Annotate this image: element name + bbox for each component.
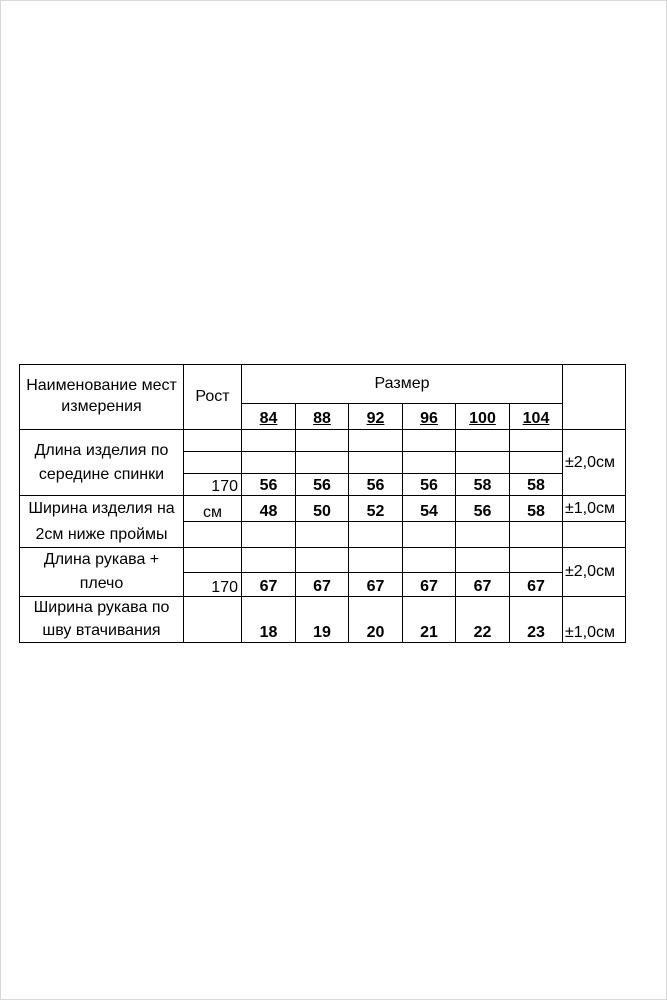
row-1-value: 58 bbox=[456, 474, 510, 496]
row-1-tolerance: ±2,0см bbox=[563, 430, 626, 496]
table-row bbox=[20, 430, 626, 452]
row-1-rost: 170 bbox=[184, 474, 242, 496]
row-3-value: 67 bbox=[510, 572, 563, 597]
row-3-value: 67 bbox=[242, 572, 296, 597]
header-tolerance bbox=[563, 365, 626, 430]
row-4-value: 23 bbox=[510, 597, 563, 643]
row-3-name-text: Длина рукава + плечо bbox=[43, 551, 160, 593]
row-2-name bbox=[20, 496, 184, 548]
size-96: 96 bbox=[403, 404, 456, 430]
header-measurement-name bbox=[20, 365, 184, 430]
header-razmer: Размер bbox=[242, 365, 563, 404]
row-2-value: 56 bbox=[456, 496, 510, 522]
row-4-value: 19 bbox=[296, 597, 349, 643]
row-1-value: 56 bbox=[349, 474, 403, 496]
row-3-tolerance: ±2,0см bbox=[563, 548, 626, 597]
row-4-rost bbox=[184, 597, 242, 643]
row-1-empty-rost-a bbox=[184, 430, 242, 452]
row-4-name bbox=[20, 597, 184, 643]
size-88: 88 bbox=[296, 404, 349, 430]
row-3-value: 67 bbox=[403, 572, 456, 597]
row-4-value: 22 bbox=[456, 597, 510, 643]
row-1-value: 58 bbox=[510, 474, 563, 496]
row-2-rost: см bbox=[184, 496, 242, 522]
row-1-value: 56 bbox=[403, 474, 456, 496]
row-1-value: 56 bbox=[242, 474, 296, 496]
table-row bbox=[20, 597, 626, 643]
row-2-tolerance: ±1,0см bbox=[563, 496, 626, 522]
row-4-name-text: Ширина рукава по шву втачивания bbox=[33, 599, 170, 639]
table-row bbox=[20, 496, 626, 522]
header-rost: Рост bbox=[184, 365, 242, 430]
table-row bbox=[20, 548, 626, 573]
row-2-name-text: Ширина изделия на 2см ниже проймы bbox=[28, 500, 175, 543]
size-104: 104 bbox=[510, 404, 563, 430]
header-measurement-name-text: Наименование мест измерения bbox=[26, 377, 177, 415]
row-2-value: 58 bbox=[510, 496, 563, 522]
row-4-value: 20 bbox=[349, 597, 403, 643]
size-84: 84 bbox=[242, 404, 296, 430]
row-3-name bbox=[20, 548, 184, 597]
size-92: 92 bbox=[349, 404, 403, 430]
row-3-value: 67 bbox=[296, 572, 349, 597]
size-chart-table bbox=[19, 364, 626, 643]
row-2-value: 52 bbox=[349, 496, 403, 522]
row-4-tolerance: ±1,0см bbox=[563, 597, 626, 643]
row-3-value: 67 bbox=[456, 572, 510, 597]
row-1-value: 56 bbox=[296, 474, 349, 496]
row-4-value: 21 bbox=[403, 597, 456, 643]
row-3-value: 67 bbox=[349, 572, 403, 597]
row-2-value: 50 bbox=[296, 496, 349, 522]
row-2-value: 54 bbox=[403, 496, 456, 522]
row-1-name bbox=[20, 430, 184, 496]
row-2-value: 48 bbox=[242, 496, 296, 522]
row-3-rost: 170 bbox=[184, 572, 242, 597]
row-4-value: 18 bbox=[242, 597, 296, 643]
row-1-name-text: Длина изделия по середине спинки bbox=[34, 441, 169, 483]
size-100: 100 bbox=[456, 404, 510, 430]
